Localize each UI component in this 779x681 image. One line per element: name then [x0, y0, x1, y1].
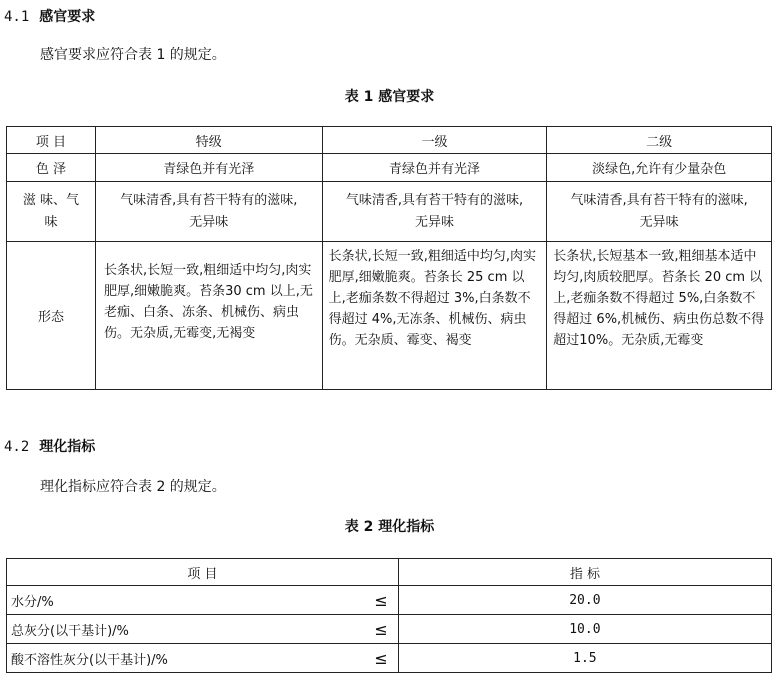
table-cell: 长条状,长短一致,粗细适中均匀,肉实肥厚,细嫩脆爽。苔条长 25 cm 以上,老痂条数不得超过 3%,白条数不得超过 4%,无冻条、机械伤、病虫伤。无杂质、霉变、褐变 [322, 242, 547, 390]
item-value: 1.5 [398, 644, 771, 673]
table-caption: 表 1 感官要求 [344, 89, 435, 105]
row-label: 滋 味、气 味 [7, 182, 96, 242]
header-cell: 项 目 [7, 559, 399, 586]
table-cell: 气味清香,具有苔干特有的滋味,无异味 [322, 182, 547, 242]
item-name: 总灰分(以干基计)/% [7, 615, 349, 644]
table-cell: 长条状,长短一致,粗细适中均匀,肉实肥厚,细嫩脆爽。苔条30 cm 以上,无老痂、白条、冻条、机械伤、病虫伤。无杂质,无霉变,无褐变 [95, 242, 322, 390]
table-row [7, 154, 772, 182]
section-heading-4-2 [4, 436, 95, 456]
section-title: 理化指标 [39, 439, 96, 455]
table-cell: 气味清香,具有苔干特有的滋味,无异味 [547, 182, 772, 242]
header-cell: 特级 [95, 127, 322, 154]
table-caption: 表 2 理化指标 [344, 519, 435, 535]
row-label: 色 泽 [7, 154, 96, 182]
section-paragraph: 感官要求应符合表 1 的规定。 [40, 47, 226, 63]
section-number: 4.1 [4, 9, 30, 25]
table-cell: 淡绿色,允许有少量杂色 [547, 154, 772, 182]
table-row [7, 182, 772, 242]
row-label: 形态 [7, 242, 96, 390]
less-equal-symbol: ≤ [348, 644, 398, 673]
header-cell: 二级 [547, 127, 772, 154]
table-row [7, 615, 772, 644]
table-header-row [7, 127, 772, 154]
item-value: 10.0 [398, 615, 771, 644]
table-row [7, 242, 772, 390]
item-name: 水分/% [7, 586, 349, 615]
header-cell: 一级 [322, 127, 547, 154]
less-equal-symbol: ≤ [348, 586, 398, 615]
table-row [7, 644, 772, 673]
table-row [7, 586, 772, 615]
physicochemical-table [6, 558, 772, 673]
table-cell: 青绿色并有光泽 [322, 154, 547, 182]
section-number: 4.2 [4, 439, 30, 455]
less-equal-symbol: ≤ [348, 615, 398, 644]
table-header-row [7, 559, 772, 586]
section-heading-4-1 [4, 6, 95, 26]
table-cell: 长条状,长短基本一致,粗细基本适中均匀,肉质较肥厚。苔条长 20 cm 以上,老痂条数不得超过 5%,白条数不得超过 6%,机械伤、病虫伤总数不得超过10%。无杂质,无霉变 [547, 242, 772, 390]
section-paragraph: 理化指标应符合表 2 的规定。 [40, 479, 226, 495]
header-cell: 项 目 [7, 127, 96, 154]
item-name: 酸不溶性灰分(以干基计)/% [7, 644, 349, 673]
sensory-requirements-table [6, 126, 772, 390]
section-title: 感官要求 [39, 9, 96, 25]
table-cell: 气味清香,具有苔干特有的滋味,无异味 [95, 182, 322, 242]
item-value: 20.0 [398, 586, 771, 615]
table-cell: 青绿色并有光泽 [95, 154, 322, 182]
header-cell: 指 标 [398, 559, 771, 586]
